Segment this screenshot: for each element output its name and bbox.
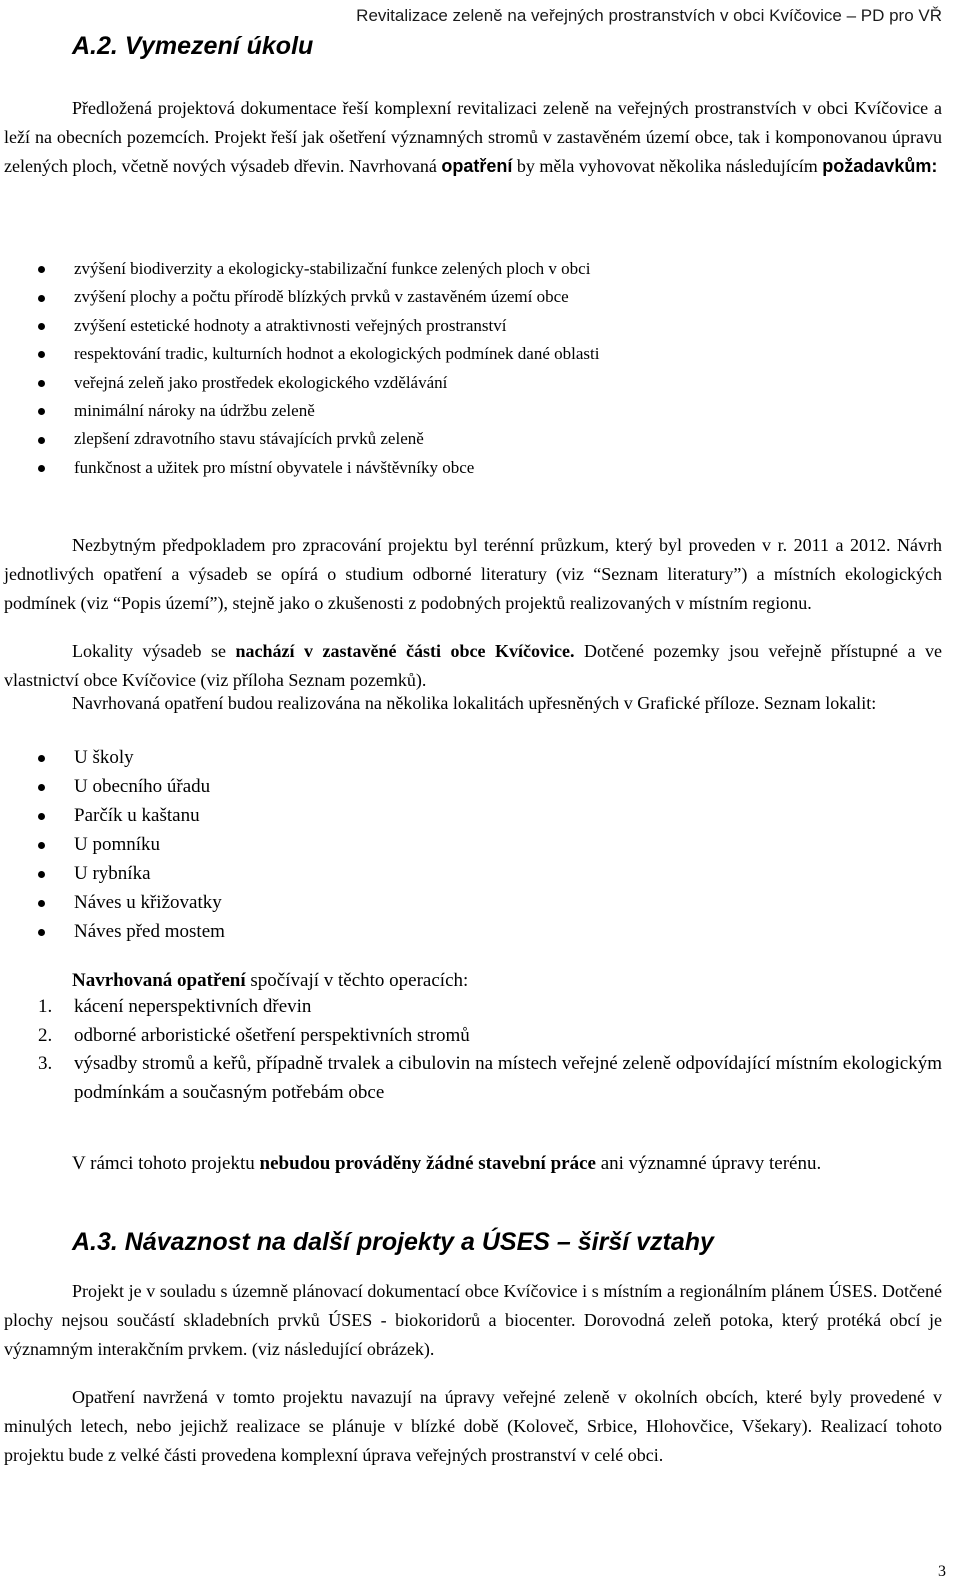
item-text: kácení neperspektivních dřevin	[74, 996, 312, 1017]
intro-bold-requirements: požadavkům:	[822, 156, 938, 176]
scope-bold: nebudou prováděny žádné stavební práce	[259, 1153, 596, 1174]
running-header: Revitalizace zeleně na veřejných prostranstvích v obci Kvíčovice – PD pro VŘ	[356, 6, 942, 25]
list-item: Parčík u kaštanu	[4, 801, 942, 830]
list-item: U obecního úřadu	[4, 772, 942, 801]
list-item: minimální nároky na údržbu zeleně	[4, 397, 942, 425]
requirements-list	[4, 255, 942, 482]
list-item: U pomníku	[4, 830, 942, 859]
uses-paragraph	[4, 1277, 942, 1364]
localities-intro-paragraph	[4, 689, 942, 718]
list-item: respektování tradic, kulturních hodnot a ekologických podmínek dané oblasti	[4, 340, 942, 368]
list-item: zvýšení plochy a počtu přírodě blízkých prvků v zastavěném území obce	[4, 283, 942, 311]
locality-paragraph	[4, 637, 942, 695]
list-item	[4, 1050, 942, 1107]
list-item: funkčnost a užitek pro místní obyvatele i návštěvníky obce	[4, 454, 942, 482]
list-item: U školy	[4, 743, 942, 772]
scope-text: V rámci tohoto projektu	[72, 1153, 260, 1174]
operations-intro-text: spočívají v těchto operacích:	[245, 970, 469, 991]
survey-text: Nezbytným předpokladem pro zpracování projektu byl terénní průzkum, který byl proveden v r. 2011 a 2012. Návrh jednotlivých opatření a výsadeb se opírá o studium odborné literatury (viz “Seznam literatury”) a místních ekologických podmínek (viz “Popis území”), stejně jako o zkušenosti z podobných projektů realizovaných v místním regionu.	[4, 535, 942, 613]
operations-list	[4, 993, 942, 1107]
section-a3-heading: A.3. Návaznost na další projekty a ÚSES – širší vztahy	[72, 1228, 714, 1256]
localities-intro-text: Navrhovaná opatření budou realizována na několika lokalitách upřesněných v Grafické příloze. Seznam lokalit:	[72, 693, 877, 713]
intro-bold-measures: opatření	[441, 156, 513, 176]
locality-text: Lokality výsadeb se	[72, 641, 236, 661]
locality-bold: nachází v zastavěné části obce Kvíčovice.	[235, 641, 575, 661]
localities-list	[4, 743, 942, 946]
uses-text: Projekt je v souladu s územně plánovací dokumentací obce Kvíčovice i s místním a regionálním plánem ÚSES. Dotčené plochy nejsou součástí skladebních prvků ÚSES - biokoridorů a biocenter. Dorovodná zeleň potoka, který protéká obcí je významným interakčním prvkem. (viz následující obrázek).	[4, 1281, 942, 1359]
related-projects-paragraph	[4, 1383, 942, 1470]
list-item	[4, 1022, 942, 1051]
list-item: U rybníka	[4, 859, 942, 888]
list-item: Náves u křižovatky	[4, 888, 942, 917]
survey-paragraph	[4, 531, 942, 618]
item-number: 2.	[38, 1024, 53, 1046]
intro-paragraph	[4, 94, 942, 181]
item-number: 1.	[38, 996, 53, 1017]
operations-bold: Navrhovaná opatření	[72, 970, 246, 991]
list-item: Náves před mostem	[4, 917, 942, 946]
item-text: odborné arboristické ošetření perspektivních stromů	[74, 1024, 470, 1046]
item-number: 3.	[38, 1053, 53, 1074]
related-projects-text: Opatření navržená v tomto projektu navazují na úpravy veřejné zeleně v okolních obcích, které byly provedené v minulých letech, nebo jejichž realizace se plánuje v blízké době (Koloveč, Srbice, Hlohovčice, Všekary). Realizací tohoto projektu bude z velké části provedena komplexní úprava veřejných prostranství v celé obci.	[4, 1387, 942, 1465]
operations-intro	[4, 966, 942, 995]
list-item: zvýšení biodiverzity a ekologicky-stabilizační funkce zelených ploch v obci	[4, 255, 942, 283]
section-a2-heading: A.2. Vymezení úkolu	[72, 32, 314, 60]
list-item: zlepšení zdravotního stavu stávajících prvků zeleně	[4, 425, 942, 453]
list-item	[4, 993, 942, 1022]
scope-paragraph	[4, 1149, 942, 1178]
page-number: 3	[938, 1563, 946, 1580]
item-text: výsadby stromů a keřů, případně trvalek a cibulovin na místech veřejné zeleně odpovídající místním ekologickým podmínkám a současným potřebám obce	[74, 1053, 942, 1103]
intro-text-2: by měla vyhovovat několika následujícím	[512, 156, 823, 176]
locality-text-2: Dotčené pozemky jsou veřejně přístupné a ve vlastnictví obce Kvíčovice (viz příloha Seznam pozemků).	[4, 641, 942, 690]
intro-text: Předložená projektová dokumentace řeší komplexní revitalizaci zeleně na veřejných prostranstvích v obci Kvíčovice a leží na obecních pozemcích. Projekt řeší jak ošetření významných stromů v zastavěném území obce, tak i komponovanou úpravu zelených ploch, včetně nových výsadeb dřevin. Navrhovaná	[4, 98, 942, 176]
list-item: veřejná zeleň jako prostředek ekologického vzdělávání	[4, 369, 942, 397]
scope-text-2: ani významné úpravy terénu.	[595, 1153, 822, 1174]
list-item: zvýšení estetické hodnoty a atraktivnosti veřejných prostranství	[4, 312, 942, 340]
